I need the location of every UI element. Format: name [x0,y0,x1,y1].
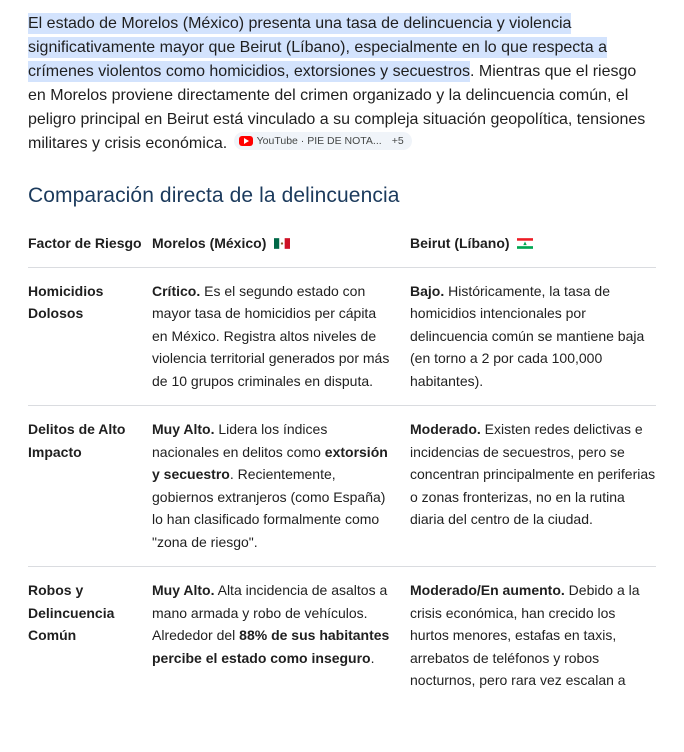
response-content [28,12,656,688]
rating: Moderado. [410,421,481,437]
cell-text: Históricamente, la tasa de homicidios intencionales por delincuencia común se mantiene baja (en torno a 2 por cada 100,000 habitantes). [410,282,645,389]
row-factor: Delitos de Alto Impacto [28,406,152,567]
rating: Moderado/En aumento. [410,582,565,598]
source-chip-label: YouTube · PIE DE NOTA... [256,135,382,147]
cell-text: Existen redes delictivas e incidencias de secuestros, pero se concentran principalmente en periferias o zonas fronterizas, no en la rutina diaria del centro de la ciudad. [410,421,656,527]
cell-text: Alta incidencia de asaltos a mano armada y robo de vehículos. Alrededor del [152,582,388,643]
table-row [28,406,656,567]
scroll-fade [0,722,684,752]
intro-paragraph [28,12,656,156]
cell-text-continued: . Recientemente, gobiernos extranjeros (como España) lo han clasificado formalmente como "zona de riesgo". [152,466,386,550]
section-title: Comparación directa de la delincuencia [28,184,400,207]
cell-text-continued: . [370,649,375,666]
rating: Muy Alto. [152,582,215,598]
source-chip[interactable] [234,132,412,150]
beirut-cell [410,406,656,567]
youtube-icon [239,136,253,146]
lebanon-flag-icon [517,238,533,249]
header-morelos [152,232,410,267]
mexico-flag-icon [274,238,290,249]
rating: Crítico. [152,282,201,299]
header-beirut-label: Beirut (Líbano) [410,235,510,251]
header-morelos-label: Morelos (México) [152,235,267,251]
emphasis: 88% de sus habitantes percibe el estado como inseguro [152,627,390,666]
header-factor [28,232,152,267]
comparison-table [28,232,656,705]
table-row [28,567,656,705]
highlighted-sentence[interactable]: El estado de Morelos (México) presenta una tasa de delincuencia y violencia significativamente mayor que Beirut (Líbano), especialmente en lo que respecta a crímenes violentos como homicidios, extorsiones y secuestros [28,15,607,80]
beirut-cell [410,567,656,705]
rating: Muy Alto. [152,421,215,437]
intro-rest: . Mientras que el riesgo en Morelos proviene directamente del crimen organizado y la delincuencia común, el peligro principal en Beirut está vinculado a su compleja situación geopolítica, tensiones militares y crisis económica. [28,63,646,152]
morelos-cell [152,267,410,406]
morelos-cell [152,567,410,705]
table-row [28,267,656,406]
header-factor-label: Factor de Riesgo [28,235,142,251]
row-factor: Robos y Delincuencia Común [28,567,152,705]
row-factor: Homicidios Dolosos [28,267,152,406]
header-beirut [410,232,656,267]
morelos-cell [152,406,410,567]
rating: Bajo. [410,282,445,299]
cell-text: Es el segundo estado con mayor tasa de homicidios per cápita en México. Registra altos niveles de violencia territorial generados por más de 10 grupos criminales en disputa. [152,282,390,389]
cell-text: Lidera los índices nacionales en delitos como [152,421,328,460]
beirut-cell [410,267,656,406]
emphasis: extorsión y secuestro [152,443,388,482]
cell-text: Debido a la crisis económica, han crecido los hurtos menores, estafas en taxis, arrebatos de teléfonos y robos nocturnos, pero rara vez escalan a [410,582,640,688]
table-header-row [28,232,656,267]
source-chip-more-count: +5 [391,135,404,147]
